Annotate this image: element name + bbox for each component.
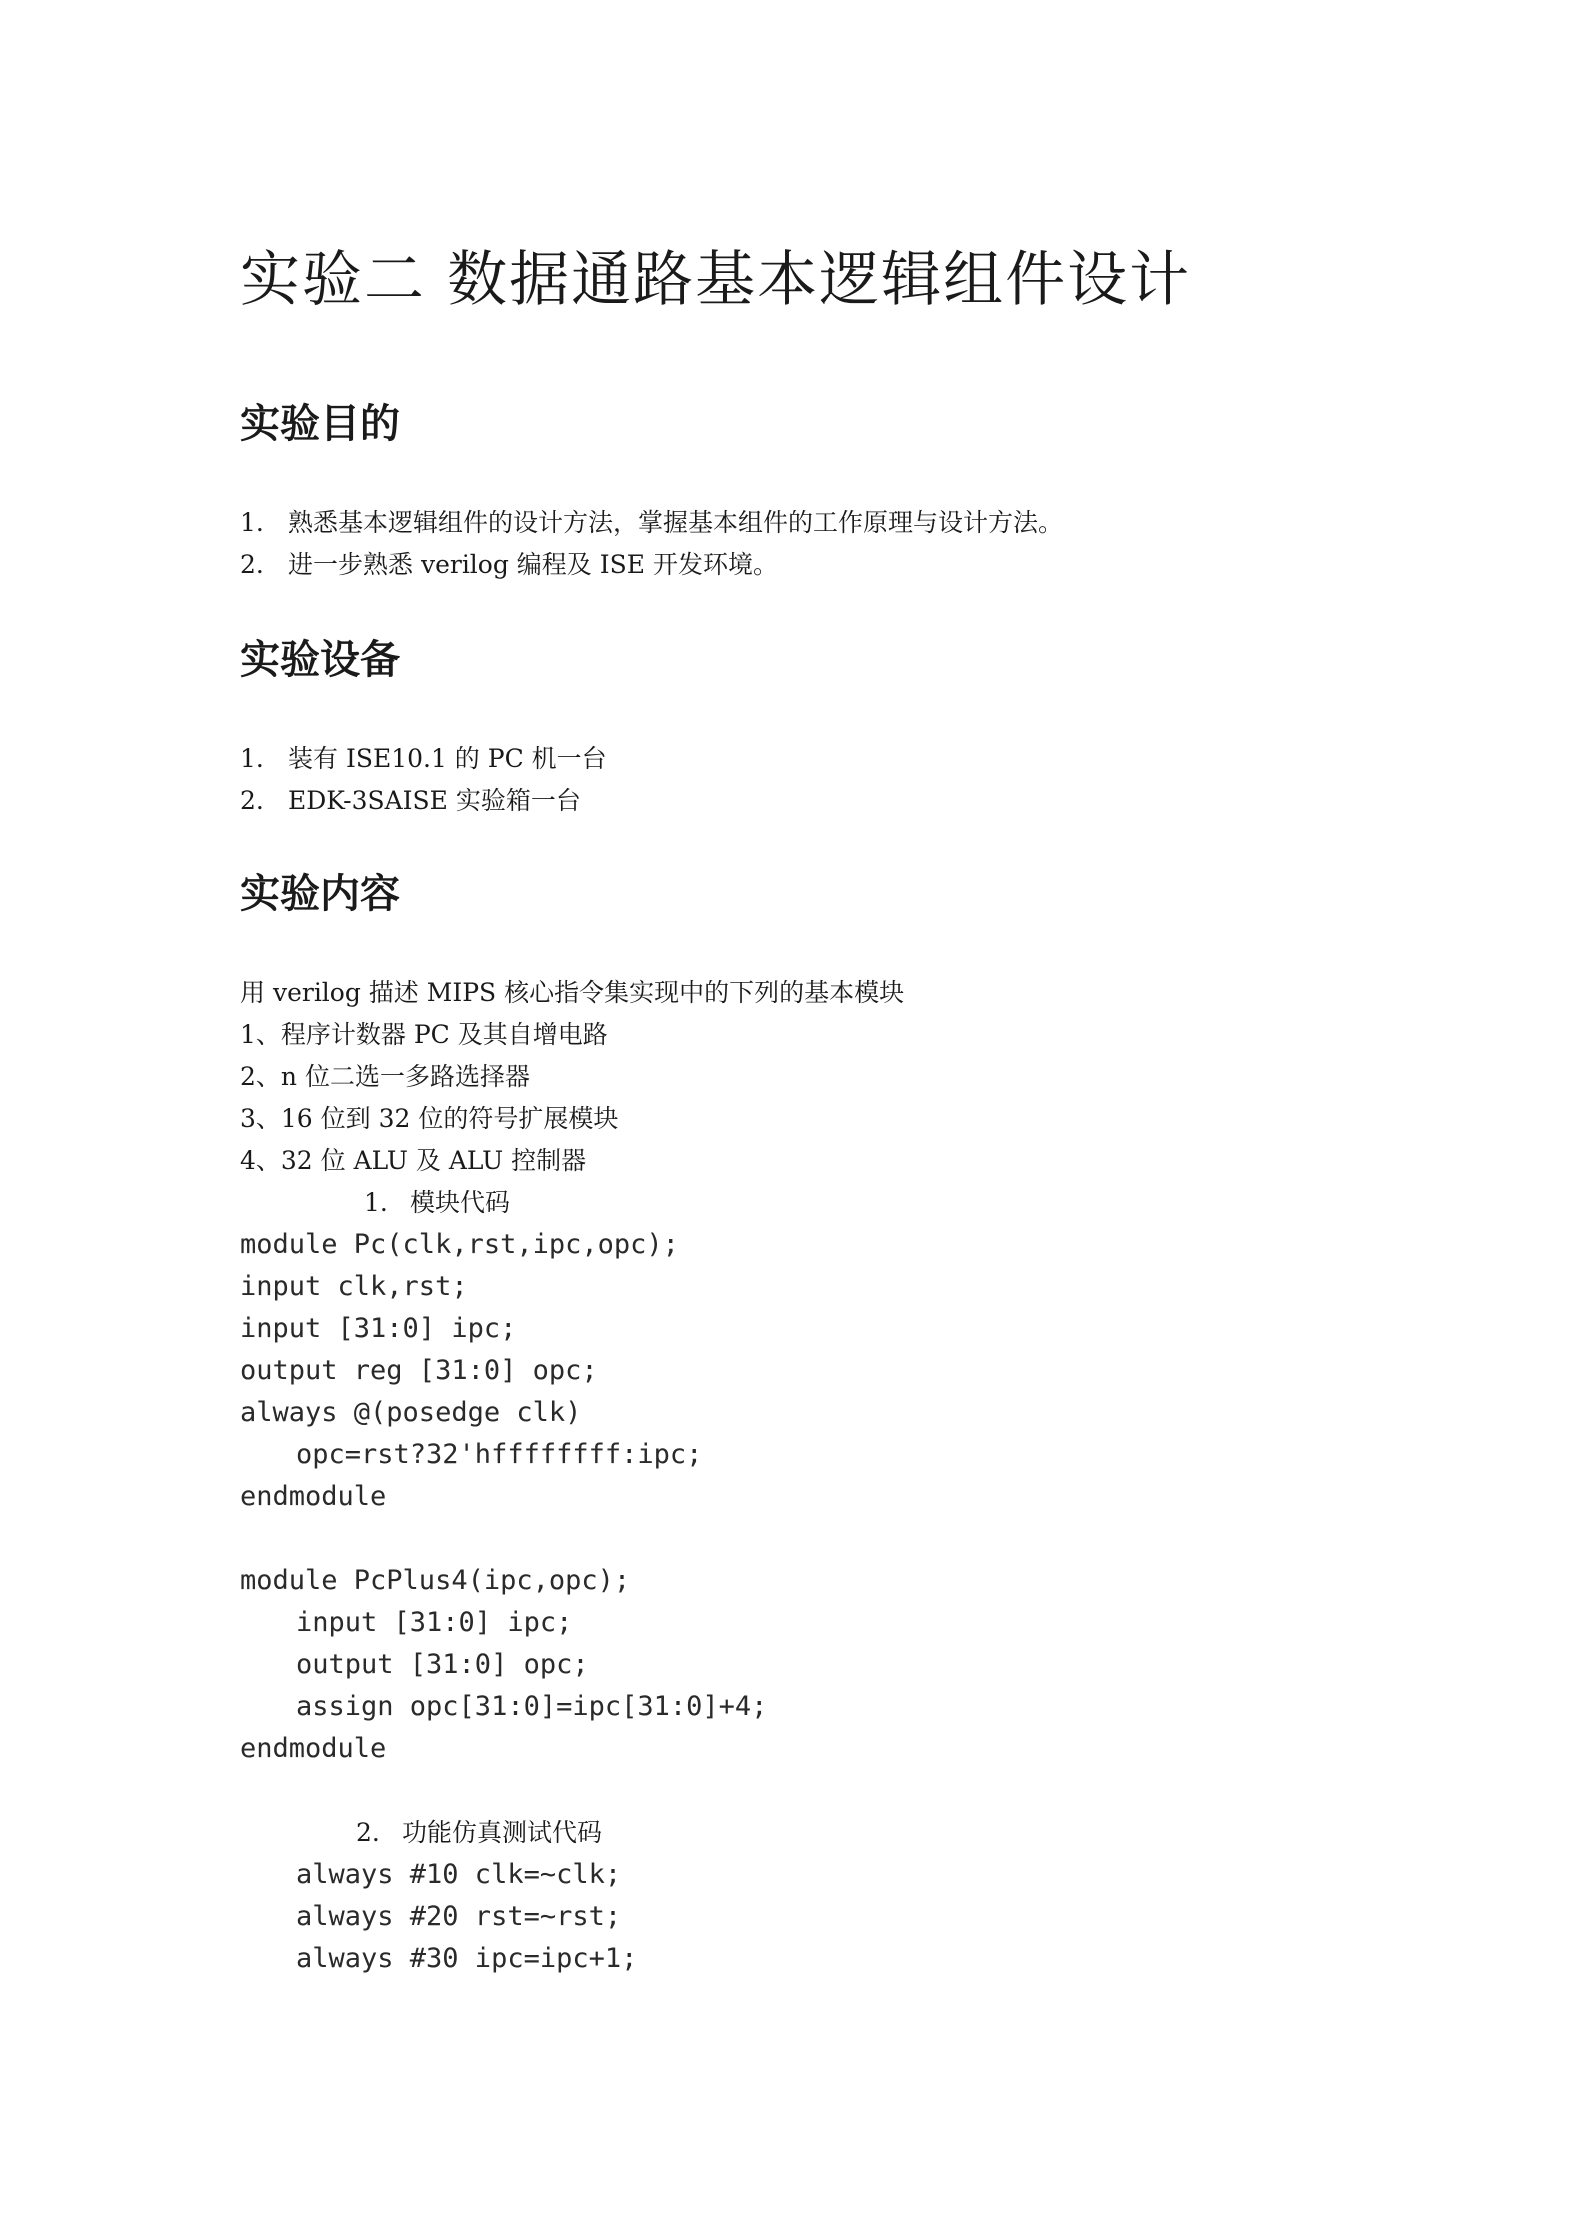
list-text: 熟悉基本逻辑组件的设计方法，掌握基本组件的工作原理与设计方法。 [288,508,1064,537]
list-text: 进一步熟悉 verilog 编程及 ISE 开发环境。 [288,550,778,579]
section-heading-equipment: 实验设备 [240,637,400,683]
list-text: EDK-3SAISE 实验箱一台 [288,786,581,815]
code-line: always @(posedge clk) [240,1397,582,1428]
content-intro: 用 verilog 描述 MIPS 核心指令集实现中的下列的基本模块 [240,978,905,1007]
list-item [240,502,1063,544]
subheading-number: 2. [356,1818,380,1847]
code-line: endmodule [240,1481,387,1512]
code-line: input [31:0] ipc; [296,1607,573,1638]
code-line: output reg [31:0] opc; [240,1355,598,1386]
code-line: always #10 clk=~clk; [296,1859,622,1890]
module-item: 4、32 位 ALU 及 ALU 控制器 [240,1146,587,1175]
code-line: always #20 rst=~rst; [296,1901,622,1932]
code-line: opc=rst?32'hffffffff:ipc; [296,1439,703,1470]
content-body [240,972,904,1980]
section-heading-content: 实验内容 [240,871,400,917]
code-line: module PcPlus4(ipc,opc); [240,1565,631,1596]
module-item: 1、程序计数器 PC 及其自增电路 [240,1020,608,1049]
list-item [240,544,1063,586]
equipment-list [240,738,607,822]
section-heading-purpose: 实验目的 [240,401,400,447]
subheading-number: 1. [364,1188,388,1217]
blank-line [240,1518,904,1560]
module-item: 3、16 位到 32 位的符号扩展模块 [240,1104,619,1133]
code-line: input [31:0] ipc; [240,1313,517,1344]
list-number: 2. [240,550,264,579]
list-item [240,780,607,822]
document-title: 实验二 数据通路基本逻辑组件设计 [240,245,1192,315]
code-line: module Pc(clk,rst,ipc,opc); [240,1229,679,1260]
code-line: output [31:0] opc; [296,1649,589,1680]
blank-line [240,1770,904,1812]
list-number: 1. [240,508,264,537]
purpose-list [240,502,1063,586]
subheading-simulation-code [240,1812,904,1854]
module-item: 2、n 位二选一多路选择器 [240,1062,530,1091]
list-number: 1. [240,744,264,773]
subheading-module-code [240,1182,904,1224]
list-number: 2. [240,786,264,815]
list-item [240,738,607,780]
code-line: input clk,rst; [240,1271,468,1302]
code-line: assign opc[31:0]=ipc[31:0]+4; [296,1691,768,1722]
subheading-label: 模块代码 [410,1188,511,1217]
code-line: endmodule [240,1733,387,1764]
list-text: 装有 ISE10.1 的 PC 机一台 [288,744,607,773]
code-line: always #30 ipc=ipc+1; [296,1943,638,1974]
subheading-label: 功能仿真测试代码 [402,1818,603,1847]
